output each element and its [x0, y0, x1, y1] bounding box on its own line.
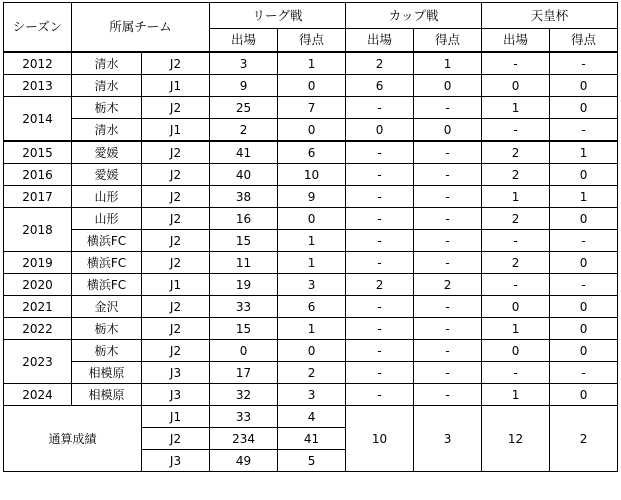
totals-row	[4, 406, 618, 428]
division-cell: J2	[142, 97, 210, 119]
table-row	[4, 230, 618, 252]
club-cell: 清水	[72, 52, 142, 75]
cup-goals-cell: -	[414, 141, 482, 164]
league-goals-cell: 0	[278, 75, 346, 97]
cup-apps-cell: -	[346, 97, 414, 119]
emperor-goals-cell: 0	[550, 340, 618, 362]
cup-goals-cell: -	[414, 252, 482, 274]
cup-apps-cell: -	[346, 230, 414, 252]
season-cell: 2015	[4, 141, 72, 164]
division-cell: J2	[142, 52, 210, 75]
league-goals-cell: 3	[278, 384, 346, 406]
club-cell: 愛媛	[72, 141, 142, 164]
cup-apps-cell: 0	[346, 119, 414, 142]
season-cell: 2022	[4, 318, 72, 340]
emperor-apps-cell: 0	[482, 296, 550, 318]
league-apps-cell: 19	[210, 274, 278, 296]
cup-apps-header: 出場	[346, 29, 414, 53]
emperor-cup-header: 天皇杯	[482, 3, 618, 29]
club-cell: 栃木	[72, 340, 142, 362]
division-cell: J2	[142, 164, 210, 186]
cup-header: カップ戦	[346, 3, 482, 29]
club-cell: 栃木	[72, 318, 142, 340]
totals-league-apps-cell: 33	[210, 406, 278, 428]
totals-emperor-apps-cell: 12	[482, 406, 550, 472]
emperor-apps-cell: 0	[482, 340, 550, 362]
totals-league-apps-cell: 234	[210, 428, 278, 450]
cup-apps-cell: -	[346, 384, 414, 406]
cup-apps-cell: -	[346, 296, 414, 318]
cup-goals-cell: -	[414, 164, 482, 186]
season-cell: 2019	[4, 252, 72, 274]
cup-goals-header: 得点	[414, 29, 482, 53]
table-row	[4, 97, 618, 119]
cup-apps-cell: -	[346, 318, 414, 340]
emperor-goals-cell: 0	[550, 97, 618, 119]
emperor-apps-cell: 2	[482, 208, 550, 230]
emperor-goals-cell: 0	[550, 384, 618, 406]
league-apps-cell: 11	[210, 252, 278, 274]
totals-division-cell: J3	[142, 450, 210, 472]
club-cell: 清水	[72, 75, 142, 97]
emperor-goals-cell: -	[550, 52, 618, 75]
emperor-apps-cell: 2	[482, 252, 550, 274]
emperor-goals-cell: -	[550, 362, 618, 384]
table-row	[4, 119, 618, 142]
division-cell: J2	[142, 340, 210, 362]
table-row	[4, 274, 618, 296]
emperor-apps-cell: -	[482, 119, 550, 142]
cup-goals-cell: 1	[414, 52, 482, 75]
club-cell: 栃木	[72, 97, 142, 119]
table-row	[4, 208, 618, 230]
cup-apps-cell: -	[346, 340, 414, 362]
totals-league-goals-cell: 4	[278, 406, 346, 428]
division-cell: J2	[142, 296, 210, 318]
league-apps-cell: 16	[210, 208, 278, 230]
emperor-apps-cell: -	[482, 362, 550, 384]
division-cell: J2	[142, 186, 210, 208]
emperor-goals-cell: 0	[550, 252, 618, 274]
league-apps-cell: 0	[210, 340, 278, 362]
emperor-apps-cell: 1	[482, 186, 550, 208]
league-apps-cell: 9	[210, 75, 278, 97]
division-cell: J2	[142, 252, 210, 274]
club-cell: 横浜FC	[72, 274, 142, 296]
table-row	[4, 340, 618, 362]
table-row	[4, 52, 618, 75]
emperor-goals-cell: 0	[550, 296, 618, 318]
division-cell: J3	[142, 384, 210, 406]
league-goals-cell: 1	[278, 52, 346, 75]
league-apps-cell: 15	[210, 230, 278, 252]
table-row	[4, 384, 618, 406]
league-apps-cell: 17	[210, 362, 278, 384]
emperor-apps-cell: 2	[482, 141, 550, 164]
cup-goals-cell: -	[414, 340, 482, 362]
cup-goals-cell: -	[414, 97, 482, 119]
cup-goals-cell: -	[414, 186, 482, 208]
emperor-apps-cell: 1	[482, 97, 550, 119]
season-header: シーズン	[4, 3, 72, 53]
emperor-goals-cell: 0	[550, 75, 618, 97]
cup-apps-cell: -	[346, 252, 414, 274]
header-row-top	[4, 3, 618, 29]
career-stats-table	[3, 2, 618, 472]
league-apps-cell: 3	[210, 52, 278, 75]
division-cell: J1	[142, 75, 210, 97]
club-cell: 山形	[72, 208, 142, 230]
league-goals-header: 得点	[278, 29, 346, 53]
league-apps-cell: 15	[210, 318, 278, 340]
totals-emperor-goals-cell: 2	[550, 406, 618, 472]
totals-label: 通算成績	[4, 406, 142, 472]
season-cell: 2023	[4, 340, 72, 384]
club-cell: 清水	[72, 119, 142, 142]
emperor-goals-cell: 0	[550, 208, 618, 230]
emperor-apps-cell: -	[482, 274, 550, 296]
season-cell: 2014	[4, 97, 72, 142]
emperor-goals-cell: 0	[550, 164, 618, 186]
division-cell: J3	[142, 362, 210, 384]
emperor-apps-cell: 0	[482, 75, 550, 97]
season-cell: 2017	[4, 186, 72, 208]
league-goals-cell: 9	[278, 186, 346, 208]
cup-apps-cell: 2	[346, 52, 414, 75]
emperor-apps-header: 出場	[482, 29, 550, 53]
cup-apps-cell: -	[346, 141, 414, 164]
team-header: 所属チーム	[72, 3, 210, 53]
totals-league-goals-cell: 5	[278, 450, 346, 472]
cup-apps-cell: -	[346, 362, 414, 384]
emperor-goals-cell: -	[550, 230, 618, 252]
league-goals-cell: 1	[278, 252, 346, 274]
club-cell: 金沢	[72, 296, 142, 318]
cup-goals-cell: -	[414, 208, 482, 230]
league-apps-header: 出場	[210, 29, 278, 53]
division-cell: J1	[142, 119, 210, 142]
season-cell: 2018	[4, 208, 72, 252]
season-cell: 2020	[4, 274, 72, 296]
league-header: リーグ戦	[210, 3, 346, 29]
league-apps-cell: 38	[210, 186, 278, 208]
cup-apps-cell: 2	[346, 274, 414, 296]
league-apps-cell: 33	[210, 296, 278, 318]
totals-division-cell: J1	[142, 406, 210, 428]
table-row	[4, 75, 618, 97]
league-apps-cell: 41	[210, 141, 278, 164]
emperor-apps-cell: -	[482, 52, 550, 75]
club-cell: 愛媛	[72, 164, 142, 186]
cup-apps-cell: -	[346, 186, 414, 208]
totals-cup-apps-cell: 10	[346, 406, 414, 472]
emperor-goals-header: 得点	[550, 29, 618, 53]
club-cell: 相模原	[72, 384, 142, 406]
league-goals-cell: 1	[278, 318, 346, 340]
season-cell: 2021	[4, 296, 72, 318]
league-apps-cell: 2	[210, 119, 278, 142]
league-goals-cell: 6	[278, 141, 346, 164]
cup-apps-cell: -	[346, 208, 414, 230]
club-cell: 相模原	[72, 362, 142, 384]
cup-goals-cell: -	[414, 384, 482, 406]
cup-goals-cell: -	[414, 230, 482, 252]
totals-cup-goals-cell: 3	[414, 406, 482, 472]
cup-goals-cell: 0	[414, 119, 482, 142]
club-cell: 横浜FC	[72, 230, 142, 252]
division-cell: J2	[142, 208, 210, 230]
totals-division-cell: J2	[142, 428, 210, 450]
emperor-goals-cell: -	[550, 274, 618, 296]
league-goals-cell: 0	[278, 208, 346, 230]
totals-league-apps-cell: 49	[210, 450, 278, 472]
league-apps-cell: 25	[210, 97, 278, 119]
season-cell: 2012	[4, 52, 72, 75]
division-cell: J2	[142, 318, 210, 340]
emperor-goals-cell: 1	[550, 141, 618, 164]
emperor-apps-cell: 2	[482, 164, 550, 186]
league-apps-cell: 40	[210, 164, 278, 186]
emperor-apps-cell: 1	[482, 318, 550, 340]
season-cell: 2013	[4, 75, 72, 97]
season-cell: 2024	[4, 384, 72, 406]
league-goals-cell: 0	[278, 340, 346, 362]
club-cell: 山形	[72, 186, 142, 208]
cup-goals-cell: 2	[414, 274, 482, 296]
division-cell: J1	[142, 274, 210, 296]
emperor-apps-cell: 1	[482, 384, 550, 406]
emperor-goals-cell: 1	[550, 186, 618, 208]
table-row	[4, 164, 618, 186]
league-goals-cell: 2	[278, 362, 346, 384]
table-row	[4, 186, 618, 208]
cup-goals-cell: 0	[414, 75, 482, 97]
league-goals-cell: 10	[278, 164, 346, 186]
league-goals-cell: 3	[278, 274, 346, 296]
league-goals-cell: 7	[278, 97, 346, 119]
cup-apps-cell: -	[346, 164, 414, 186]
emperor-apps-cell: -	[482, 230, 550, 252]
table-row	[4, 362, 618, 384]
league-apps-cell: 32	[210, 384, 278, 406]
totals-league-goals-cell: 41	[278, 428, 346, 450]
division-cell: J2	[142, 230, 210, 252]
emperor-goals-cell: 0	[550, 318, 618, 340]
cup-goals-cell: -	[414, 362, 482, 384]
club-cell: 横浜FC	[72, 252, 142, 274]
emperor-goals-cell: -	[550, 119, 618, 142]
league-goals-cell: 6	[278, 296, 346, 318]
cup-goals-cell: -	[414, 318, 482, 340]
table-row	[4, 296, 618, 318]
cup-goals-cell: -	[414, 296, 482, 318]
season-cell: 2016	[4, 164, 72, 186]
table-row	[4, 141, 618, 164]
league-goals-cell: 1	[278, 230, 346, 252]
league-goals-cell: 0	[278, 119, 346, 142]
cup-apps-cell: 6	[346, 75, 414, 97]
table-row	[4, 318, 618, 340]
division-cell: J2	[142, 141, 210, 164]
table-row	[4, 252, 618, 274]
